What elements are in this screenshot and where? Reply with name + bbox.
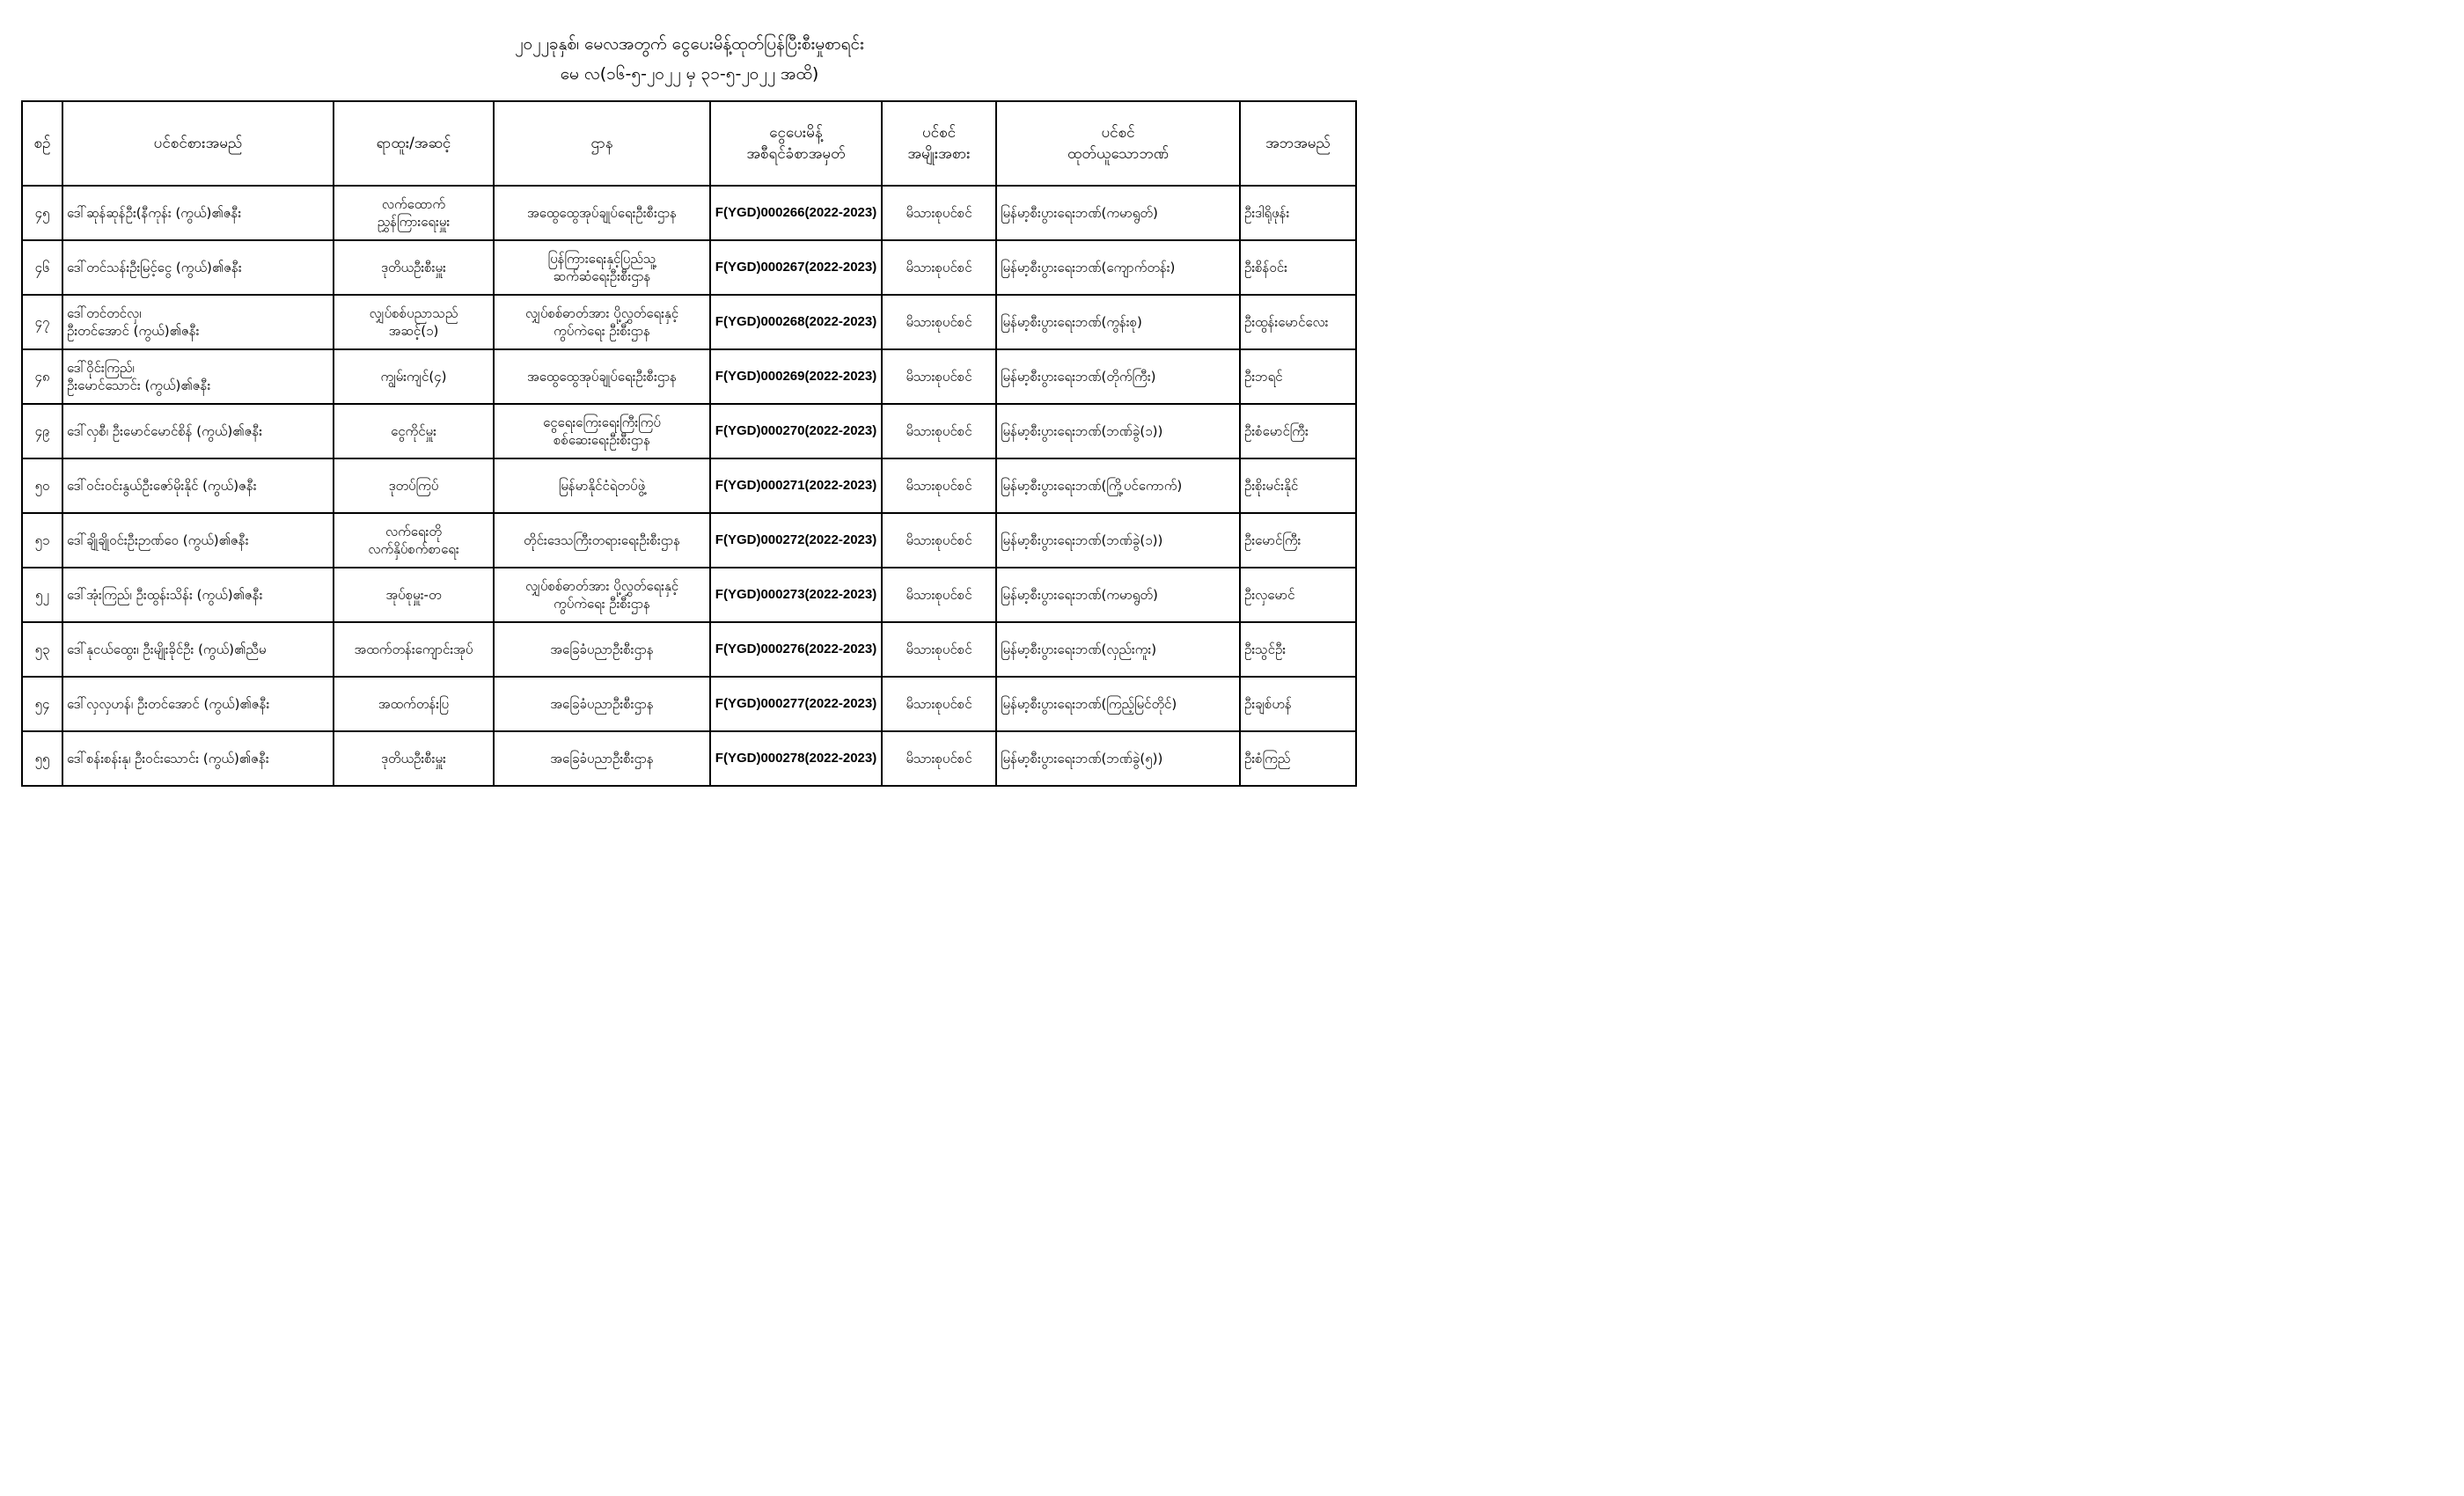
rank bbox=[334, 186, 494, 240]
table-row bbox=[22, 731, 1356, 786]
table-row bbox=[22, 677, 1356, 731]
rank-line: လက်ထောက် bbox=[381, 196, 446, 212]
rank bbox=[334, 458, 494, 513]
pension-type: မိသားစုပင်စင် bbox=[882, 731, 996, 786]
pension-type: မိသားစုပင်စင် bbox=[882, 349, 996, 404]
header-father-name bbox=[1240, 101, 1356, 186]
table-row bbox=[22, 186, 1356, 240]
rank bbox=[334, 295, 494, 349]
header-line: ဌာန bbox=[590, 135, 613, 152]
pension-type: မိသားစုပင်စင် bbox=[882, 295, 996, 349]
header-no bbox=[22, 101, 62, 186]
rank-line: ဒုတပ်ကြပ် bbox=[388, 478, 439, 494]
table-row bbox=[22, 240, 1356, 295]
father-name: ဦးစံမောင်ကြီး bbox=[1240, 404, 1356, 458]
header-order-number bbox=[710, 101, 882, 186]
pension-type: မိသားစုပင်စင် bbox=[882, 186, 996, 240]
order-number: F(YGD)000271(2022-2023) bbox=[710, 458, 882, 513]
pensioner-name-line: ဦးတင်အောင် (ကွယ်)၏ဇနီး bbox=[67, 323, 200, 339]
row-number: ၄၇ bbox=[22, 295, 62, 349]
pension-table bbox=[21, 100, 1357, 787]
pensioner-name-line: ဒေါ်ချိုချိုဝင်းဦးဉာဏ်ဝေ (ကွယ်)၏ဇနီး bbox=[67, 532, 249, 548]
rank-line: အထက်တန်းကျောင်းအုပ် bbox=[354, 642, 473, 657]
father-name: ဦးစိန်ဝင်း bbox=[1240, 240, 1356, 295]
department bbox=[494, 622, 710, 677]
department-line: လျှပ်စစ်ဓာတ်အား ပို့လွှတ်ရေးနှင့် bbox=[524, 578, 679, 594]
table-body bbox=[22, 186, 1356, 786]
pension-type: မိသားစုပင်စင် bbox=[882, 404, 996, 458]
pensioner-name-line: ဒေါ်တင်တင်လှ၊ bbox=[67, 305, 142, 321]
department bbox=[494, 731, 710, 786]
rank-line: လက်ရေးတို bbox=[385, 524, 442, 539]
pensioner-name-line: ဒေါ်ဆုန်ဆုန်ဦး(နီကုန်း (ကွယ်)၏ဇနီး bbox=[67, 205, 242, 221]
rank bbox=[334, 568, 494, 622]
table-row bbox=[22, 295, 1356, 349]
department-line: အထွေထွေအုပ်ချုပ်ရေးဦးစီးဌာန bbox=[526, 205, 678, 221]
header-rank bbox=[334, 101, 494, 186]
department bbox=[494, 186, 710, 240]
bank: မြန်မာ့စီးပွားရေးဘဏ်(ကြို့ပင်ကောက်) bbox=[996, 458, 1240, 513]
order-number: F(YGD)000272(2022-2023) bbox=[710, 513, 882, 568]
department-line: အခြေခံပညာဦးစီးဌာန bbox=[550, 751, 654, 766]
header-line: ပင်စင် bbox=[1101, 124, 1135, 142]
rank bbox=[334, 731, 494, 786]
row-number: ၅၁ bbox=[22, 513, 62, 568]
pensioner-name-line: ဒေါ်ဝင်းဝင်းနွယ်ဦးဇော်မိုးနိုင် (ကွယ်)ဇနီး bbox=[67, 478, 257, 494]
pensioner-name bbox=[62, 458, 334, 513]
father-name: ဦးချစ်ဟန် bbox=[1240, 677, 1356, 731]
pensioner-name-line: ဒေါ်လှလှဟန်၊ ဦးတင်အောင် (ကွယ်)၏ဇနီး bbox=[67, 696, 270, 712]
department-line: လျှပ်စစ်ဓာတ်အား ပို့လွှတ်ရေးနှင့် bbox=[524, 305, 679, 321]
rank-line: ဒုတိယဦးစီးမှူး bbox=[381, 751, 446, 766]
department bbox=[494, 295, 710, 349]
order-number: F(YGD)000268(2022-2023) bbox=[710, 295, 882, 349]
bank: မြန်မာ့စီးပွားရေးဘဏ်(ကျောက်တန်း) bbox=[996, 240, 1240, 295]
pension-type: မိသားစုပင်စင် bbox=[882, 568, 996, 622]
document-title: ၂၀၂၂ခုနှစ်၊ မေလအတွက် ငွေပေးမိန့်ထုတ်ပြန်ပြီးစီးမှုစာရင်း bbox=[515, 34, 864, 54]
header-line: ငွေပေးမိန့် bbox=[769, 124, 823, 142]
order-number: F(YGD)000270(2022-2023) bbox=[710, 404, 882, 458]
row-number: ၅၂ bbox=[22, 568, 62, 622]
rank bbox=[334, 349, 494, 404]
department bbox=[494, 349, 710, 404]
department bbox=[494, 568, 710, 622]
bank: မြန်မာ့စီးပွားရေးဘဏ်(တိုက်ကြီး) bbox=[996, 349, 1240, 404]
header-line: ရာထူး/အဆင့် bbox=[376, 135, 451, 152]
header-bank bbox=[996, 101, 1240, 186]
department-line: စစ်ဆေးရေးဦးစီးဌာန bbox=[554, 432, 650, 448]
rank-line: အုပ်စုမှူး-တ bbox=[385, 587, 442, 603]
pensioner-name bbox=[62, 240, 334, 295]
pension-type: မိသားစုပင်စင် bbox=[882, 240, 996, 295]
pensioner-name bbox=[62, 677, 334, 731]
header-line: ထုတ်ယူသောဘဏ် bbox=[1067, 145, 1169, 163]
pensioner-name-line: ဒေါ်တင်သန်းဦးမြင့်ငွေ (ကွယ်)၏ဇနီး bbox=[67, 260, 242, 275]
document-subtitle: မေ လ(၁၆-၅-၂၀၂၂ မှ ၃၁-၅-၂၀၂၂ အထိ) bbox=[560, 64, 819, 84]
header-department bbox=[494, 101, 710, 186]
rank-line: လက်နှိပ်စက်စာရေး bbox=[368, 541, 459, 557]
row-number: ၅၃ bbox=[22, 622, 62, 677]
department-line: အထွေထွေအုပ်ချုပ်ရေးဦးစီးဌာန bbox=[526, 369, 678, 385]
row-number: ၅၄ bbox=[22, 677, 62, 731]
bank: မြန်မာ့စီးပွားရေးဘဏ်(ကမာရွတ်) bbox=[996, 568, 1240, 622]
pensioner-name-line: ဦးမောင်သောင်း (ကွယ်)၏ဇနီး bbox=[67, 378, 211, 393]
department-line: ကွပ်ကဲရေး ဦးစီးဌာန bbox=[554, 596, 650, 612]
order-number: F(YGD)000267(2022-2023) bbox=[710, 240, 882, 295]
pensioner-name-line: ဒေါ်စန်းစန်းနု၊ ဦးဝင်းသောင်း (ကွယ်)၏ဇနီး bbox=[67, 751, 269, 766]
department-line: အခြေခံပညာဦးစီးဌာန bbox=[550, 642, 654, 657]
pensioner-name-line: ဒေါ်ဝိုင်းကြည်၊ bbox=[67, 360, 135, 376]
table-row bbox=[22, 513, 1356, 568]
father-name: ဦးဘရင် bbox=[1240, 349, 1356, 404]
department-line: ကွပ်ကဲရေး ဦးစီးဌာန bbox=[554, 323, 650, 339]
pensioner-name bbox=[62, 513, 334, 568]
pension-type: မိသားစုပင်စင် bbox=[882, 458, 996, 513]
pensioner-name-line: ဒေါ်နုငယ်ထွေး၊ ဦးမျိုးခိုင်ဦး (ကွယ်)၏ညီမ bbox=[67, 642, 267, 657]
header-pensioner-name bbox=[62, 101, 334, 186]
table-header-row bbox=[22, 101, 1356, 186]
department-line: မြန်မာနိုင်ငံရဲတပ်ဖွဲ့ bbox=[558, 478, 646, 494]
header-line: ပင်စင်စားအမည် bbox=[153, 135, 243, 152]
header-line: အဘအမည် bbox=[1265, 135, 1331, 152]
father-name: ဦးလှမောင် bbox=[1240, 568, 1356, 622]
order-number: F(YGD)000266(2022-2023) bbox=[710, 186, 882, 240]
rank-line: အထက်တန်းပြ bbox=[378, 696, 450, 712]
department-line: ပြန်ကြားရေးနှင့်ပြည်သူ့ bbox=[547, 251, 656, 267]
order-number: F(YGD)000276(2022-2023) bbox=[710, 622, 882, 677]
order-number: F(YGD)000273(2022-2023) bbox=[710, 568, 882, 622]
father-name: ဦးစံကြည် bbox=[1240, 731, 1356, 786]
header-line: ပင်စင် bbox=[921, 124, 957, 142]
row-number: ၄၉ bbox=[22, 404, 62, 458]
rank bbox=[334, 677, 494, 731]
pensioner-name bbox=[62, 186, 334, 240]
table-row bbox=[22, 404, 1356, 458]
bank: မြန်မာ့စီးပွားရေးဘဏ်(ဘဏ်ခွဲ(၁)) bbox=[996, 513, 1240, 568]
department bbox=[494, 458, 710, 513]
father-name: ဦးသွင်ဦး bbox=[1240, 622, 1356, 677]
row-number: ၅၀ bbox=[22, 458, 62, 513]
order-number: F(YGD)000277(2022-2023) bbox=[710, 677, 882, 731]
rank bbox=[334, 404, 494, 458]
order-number: F(YGD)000269(2022-2023) bbox=[710, 349, 882, 404]
bank: မြန်မာ့စီးပွားရေးဘဏ်(ကြည့်မြင်တိုင်) bbox=[996, 677, 1240, 731]
pensioner-name bbox=[62, 295, 334, 349]
bank: မြန်မာ့စီးပွားရေးဘဏ်(ဘဏ်ခွဲ(၁)) bbox=[996, 404, 1240, 458]
table-row bbox=[22, 568, 1356, 622]
header-line: စဉ် bbox=[33, 135, 51, 152]
pension-type: မိသားစုပင်စင် bbox=[882, 513, 996, 568]
row-number: ၄၅ bbox=[22, 186, 62, 240]
order-number: F(YGD)000278(2022-2023) bbox=[710, 731, 882, 786]
pensioner-name bbox=[62, 731, 334, 786]
bank: မြန်မာ့စီးပွားရေးဘဏ်(ကမာရွတ်) bbox=[996, 186, 1240, 240]
rank-line: လျှပ်စစ်ပညာသည် bbox=[369, 305, 458, 321]
row-number: ၄၈ bbox=[22, 349, 62, 404]
header-line: အစီရင်ခံစာအမှတ် bbox=[746, 145, 846, 163]
pensioner-name-line: ဒေါ်အုံးကြည်၊ ဦးထွန်းသိန်း (ကွယ်)၏ဇနီး bbox=[67, 587, 263, 603]
department bbox=[494, 404, 710, 458]
department-line: တိုင်းဒေသကြီးတရားရေးဦးစီးဌာန bbox=[523, 532, 680, 548]
rank-line: ဒုတိယဦးစီးမှူး bbox=[381, 260, 446, 275]
pensioner-name bbox=[62, 568, 334, 622]
father-name: ဦးစိုးမင်းနိုင် bbox=[1240, 458, 1356, 513]
pensioner-name bbox=[62, 622, 334, 677]
row-number: ၄၆ bbox=[22, 240, 62, 295]
pensioner-name bbox=[62, 404, 334, 458]
pensioner-name bbox=[62, 349, 334, 404]
table-row bbox=[22, 349, 1356, 404]
row-number: ၅၅ bbox=[22, 731, 62, 786]
father-name: ဦးမောင်ကြီး bbox=[1240, 513, 1356, 568]
header-line: အမျိုးအစား bbox=[907, 145, 971, 163]
table-row bbox=[22, 622, 1356, 677]
rank-line: အဆင့်(၁) bbox=[388, 323, 439, 339]
department bbox=[494, 240, 710, 295]
rank bbox=[334, 622, 494, 677]
department-line: ငွေရေးကြေးရေးကြီးကြပ် bbox=[543, 414, 661, 430]
rank bbox=[334, 513, 494, 568]
father-name: ဦးဒါရိုဖုန်း bbox=[1240, 186, 1356, 240]
bank: မြန်မာ့စီးပွားရေးဘဏ်(ဘဏ်ခွဲ(၅)) bbox=[996, 731, 1240, 786]
bank: မြန်မာ့စီးပွားရေးဘဏ်(လှည်းကူး) bbox=[996, 622, 1240, 677]
department bbox=[494, 677, 710, 731]
rank bbox=[334, 240, 494, 295]
pension-type: မိသားစုပင်စင် bbox=[882, 622, 996, 677]
header-pension-type bbox=[882, 101, 996, 186]
department bbox=[494, 513, 710, 568]
father-name: ဦးထွန်းမောင်လေး bbox=[1240, 295, 1356, 349]
department-line: အခြေခံပညာဦးစီးဌာန bbox=[550, 696, 654, 712]
table-row bbox=[22, 458, 1356, 513]
rank-line: ကျွမ်းကျင်(၄) bbox=[380, 369, 447, 385]
department-line: ဆက်ဆံရေးဦးစီးဌာန bbox=[553, 268, 651, 284]
bank: မြန်မာ့စီးပွားရေးဘဏ်(ကွန်းစု) bbox=[996, 295, 1240, 349]
pension-type: မိသားစုပင်စင် bbox=[882, 677, 996, 731]
rank-line: ငွေကိုင်မှူး bbox=[391, 423, 436, 439]
pensioner-name-line: ဒေါ်လှစီ၊ ဦးမောင်မောင်စိန် (ကွယ်)၏ဇနီး bbox=[67, 423, 263, 439]
rank-line: ညွှန်ကြားရေးမှူး bbox=[377, 214, 451, 230]
